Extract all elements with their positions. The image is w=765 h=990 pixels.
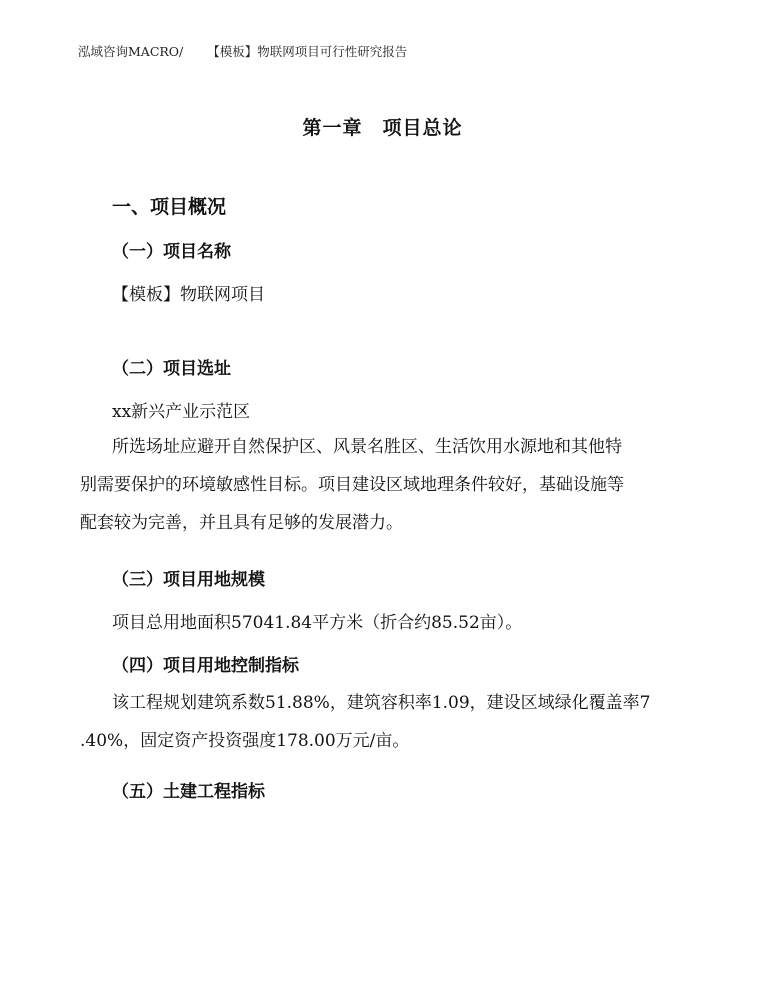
paragraph-line: 别需要保护的环境敏感性目标。项目建设区域地理条件较好，基础设施等: [80, 475, 624, 495]
subheading-project-site: （二）项目选址: [112, 359, 231, 379]
paragraph-line: .40%，固定资产投资强度178.00万元/亩。: [80, 731, 410, 751]
chapter-title: 第一章 项目总论: [302, 117, 463, 139]
project-site-text: xx新兴产业示范区: [112, 402, 251, 422]
site-description-paragraph: [80, 428, 692, 542]
subheading-land-scale: （三）项目用地规模: [112, 570, 265, 590]
land-scale-text: 项目总用地面积57041.84平方米（折合约85.52亩）。: [112, 613, 523, 633]
project-name-text: 【模板】物联网项目: [112, 285, 265, 305]
paragraph-line: 配套较为完善，并且具有足够的发展潜力。: [80, 513, 403, 533]
section-heading-overview: 一、项目概况: [112, 196, 227, 218]
land-control-paragraph: [80, 684, 692, 760]
subheading-land-control: （四）项目用地控制指标: [112, 656, 299, 676]
header-company: 泓域咨询MACRO/: [78, 44, 184, 59]
subheading-civil-works: （五）土建工程指标: [112, 782, 265, 802]
paragraph-line: 所选场址应避开自然保护区、风景名胜区、生活饮用水源地和其他特: [112, 437, 622, 457]
paragraph-line: 该工程规划建筑系数51.88%，建筑容积率1.09，建设区域绿化覆盖率7: [112, 693, 651, 713]
subheading-project-name: （一）项目名称: [112, 242, 231, 262]
running-header: [78, 42, 407, 60]
header-doc-title: 【模板】物联网项目可行性研究报告: [207, 44, 408, 59]
